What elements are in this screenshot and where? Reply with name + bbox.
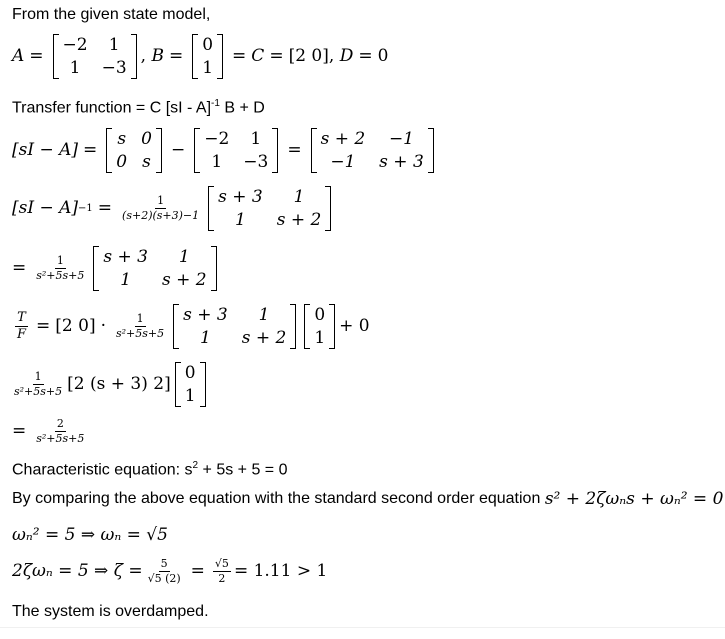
matrix-cell-1-0: 1: [184, 385, 196, 406]
simplified-inverse: = $\frac{1}{\text{s²+5s+5}}$ s + 3 1 1 s + 2: [12, 246, 221, 291]
matrix-si-a-result: [311, 128, 434, 173]
natural-frequency-equation: ωₙ² = 5 ⇒ ωₙ = √5: [12, 525, 168, 545]
matrix-cell-1-0: 1: [314, 327, 326, 348]
d-label: D: [339, 46, 354, 67]
transfer-function-equation: $\frac{T}{F}$ = [2 0] · $\frac{1}{\text{s²+5s+5}}$ s + 3 1 1 s + 2 0 1 + 0: [17, 305, 370, 348]
matrix-cell-0-1: 1: [250, 129, 262, 149]
inverse-fraction: $\frac{1}{(s+2)(s+3)-1}$: [122, 194, 200, 223]
matrix-cell-0-1: 1: [293, 187, 305, 207]
matrix-cell-0-0: s + 3: [218, 187, 263, 207]
inverse-equation: [sI − A] −1 = $\frac{1}{(s+2)(s+3)-1}$ s + 3 1 1 s + 2: [12, 186, 335, 231]
matrix-adjoint-3: [173, 304, 296, 349]
matrix-b-repeat: [304, 304, 335, 349]
matrix-cell-0-0: s + 3: [103, 247, 148, 267]
transfer-function-text: Transfer function = C [sI - A]$^{-1}$ B + D: [12, 98, 265, 117]
matrix-cell-0-0: s: [117, 129, 127, 149]
matrix-cell-0-0: s + 3: [183, 305, 228, 325]
matrix-cell-0-1: 0: [141, 129, 152, 149]
d-value: 0: [377, 46, 389, 67]
matrix-adjoint-2: [93, 246, 216, 291]
matrix-cell-1-0: 1: [211, 151, 223, 172]
matrix-cell-0-0: s + 2: [320, 129, 366, 149]
matrix-cell-1-0: 1: [200, 327, 211, 348]
characteristic-equation: Characteristic equation: $s^2 + 5s + 5 = 0$: [12, 460, 288, 479]
matrix-cell-1-1: s: [142, 151, 151, 172]
multiplication-step: $\frac{1}{\text{s²+5s+5}}$ [2 (s + 3) 2] 0 1: [12, 362, 210, 407]
matrix-b: [192, 34, 223, 79]
state-model-equation: A = −2 1 1 −3 , B = 0 1 = C = [2 0] , D = 0: [12, 35, 389, 78]
matrix-cell-0-1: 1: [178, 247, 190, 267]
matrix-b-step: [175, 362, 206, 407]
matrix-cell-1-0: 0: [116, 151, 128, 172]
t-over-f: $\frac{T}{F}$: [17, 309, 27, 343]
c-label: C: [251, 46, 265, 67]
matrix-cell-0-0: −2: [62, 35, 88, 55]
intro-text: From the given state model,: [12, 6, 211, 23]
divider: [0, 627, 725, 628]
matrix-a: [53, 34, 137, 79]
matrix-a-repeat: [194, 128, 278, 173]
b-label: B: [151, 46, 164, 67]
matrix-cell-1-0: 1: [69, 57, 81, 78]
matrix-cell-1-0: 1: [202, 57, 214, 78]
a-label: A: [12, 46, 25, 67]
matrix-adjoint: [208, 186, 331, 231]
matrix-si: [106, 128, 162, 173]
matrix-cell-1-0: 1: [235, 209, 246, 230]
matrix-cell-1-1: s + 2: [241, 327, 287, 348]
si-minus-a-equation: [sI − A] = s 0 0 s − −2 1 1 −3 = s + 2 −1 −1 s + 3: [12, 128, 438, 173]
simplified-fraction: $\frac{1}{\text{s²+5s+5}}$: [36, 254, 85, 283]
matrix-cell-1-1: s + 3: [379, 151, 424, 172]
matrix-cell-1-1: −3: [101, 57, 127, 78]
matrix-cell-0-1: 1: [258, 305, 270, 325]
matrix-cell-1-1: s + 2: [161, 269, 207, 290]
comparison-statement: By comparing the above equation with the standard second order equation s² + 2ζωₙs + ωₙ² = 0: [12, 489, 724, 509]
matrix-cell-1-1: −3: [243, 151, 269, 172]
matrix-cell-0-1: 1: [108, 35, 120, 55]
matrix-cell-0-0: 0: [314, 305, 326, 325]
matrix-cell-1-0: 1: [120, 269, 132, 290]
matrix-cell-0-0: −2: [204, 129, 230, 149]
matrix-cell-1-1: s + 2: [276, 209, 322, 230]
final-transfer-function: = $\frac{2}{\text{s²+5s+5}}$: [12, 417, 85, 446]
matrix-cell-0-1: −1: [388, 129, 414, 149]
matrix-cell-0-0: 0: [202, 35, 214, 55]
matrix-c: [2 0]: [288, 46, 329, 67]
damping-ratio-equation: 2ζωₙ = 5 ⇒ ζ = $\frac{5}{√5 (2)}$ = $\frac{√5}{2}$ = 1.11 > 1: [12, 557, 328, 586]
matrix-cell-0-0: 0: [184, 363, 196, 383]
matrix-cell-1-0: −1: [330, 151, 356, 172]
conclusion-text: The system is overdamped.: [12, 603, 209, 620]
